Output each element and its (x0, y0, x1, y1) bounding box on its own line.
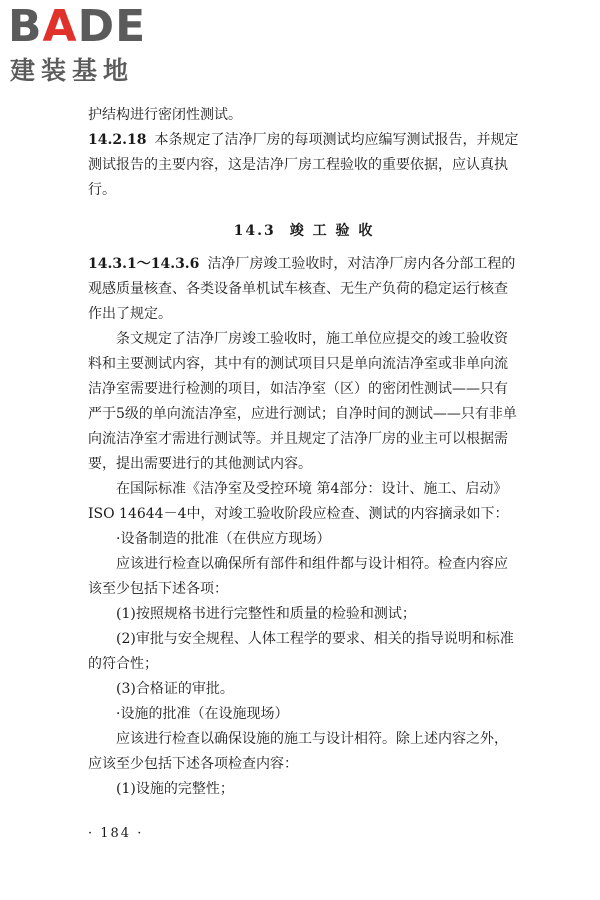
logo-letter-a-accent: A (42, 1, 78, 52)
paragraph: 条文规定了洁净厂房竣工验收时，施工单位应提交的竣工验收资料和主要测试内容，其中有的测试项目只是单向流洁净室或非单向流洁净室需要进行检测的项目，如洁净室（区）的密闭性测试——只有严于5级的单向流洁净室，应进行测试；自净时间的测试——只有非单向流洁净室才需进行测试等。并且规定了洁净厂房的业主可以根据需要，提出需要进行的其他测试内容。 (88, 331, 517, 472)
section-heading (88, 219, 520, 244)
paragraph: 应该进行检查以确保所有部件和组件都与设计相符。检查内容应该至少包括下述各项： (88, 556, 508, 597)
paragraph: 在国际标准《洁净室及受控环境 第4部分：设计、施工、启动》ISO 14644－4中，对竣工验收阶段应检查、测试的内容摘录如下： (88, 481, 509, 522)
logo-letter-b: B (8, 1, 43, 52)
paragraph: 应该进行检查以确保设施的施工与设计相符。除上述内容之外，应该至少包括下述各项检查内容： (88, 731, 508, 772)
page-number: · 184 · (88, 826, 144, 841)
section-title: 竣 工 验 收 (289, 223, 375, 239)
list-item: (1)按照规格书进行完整性和质量的检验和测试； (116, 606, 416, 622)
logo-wordmark (8, 1, 147, 52)
clause-14-2-18 (88, 128, 520, 203)
clause-number: 14.2.18 (88, 132, 147, 148)
list-item: (2)审批与安全规程、人体工程学的要求、相关的指导说明和标准的符合性； (88, 631, 514, 672)
document-body (88, 103, 520, 802)
clause-14-3-1 (88, 252, 520, 327)
bullet-item: ·设备制造的批准（在供应方现场） (116, 531, 331, 547)
logo (8, 1, 183, 94)
section-number: 14.3 (233, 223, 276, 239)
clause-text: 本条规定了洁净厂房的每项测试均应编写测试报告，并规定测试报告的主要内容，这是洁净厂房工程验收的重要依据，应认真执行。 (88, 132, 519, 198)
clause-text: 洁净厂房竣工验收时，对洁净厂房内各分部工程的观感质量核查、各类设备单机试车核查、无生产负荷的稳定运行核查作出了规定。 (88, 256, 516, 322)
logo-subtitle: 建装基地 (10, 56, 135, 85)
logo-letters-de: DE (77, 1, 147, 52)
clause-number: 14.3.1～14.3.6 (88, 256, 200, 272)
list-item: (1)设施的完整性； (116, 781, 234, 797)
list-item: (3)合格证的审批。 (116, 681, 234, 697)
bullet-item: ·设施的批准（在设施现场） (116, 706, 289, 722)
paragraph-continued: 护结构进行密闭性测试。 (88, 107, 242, 123)
